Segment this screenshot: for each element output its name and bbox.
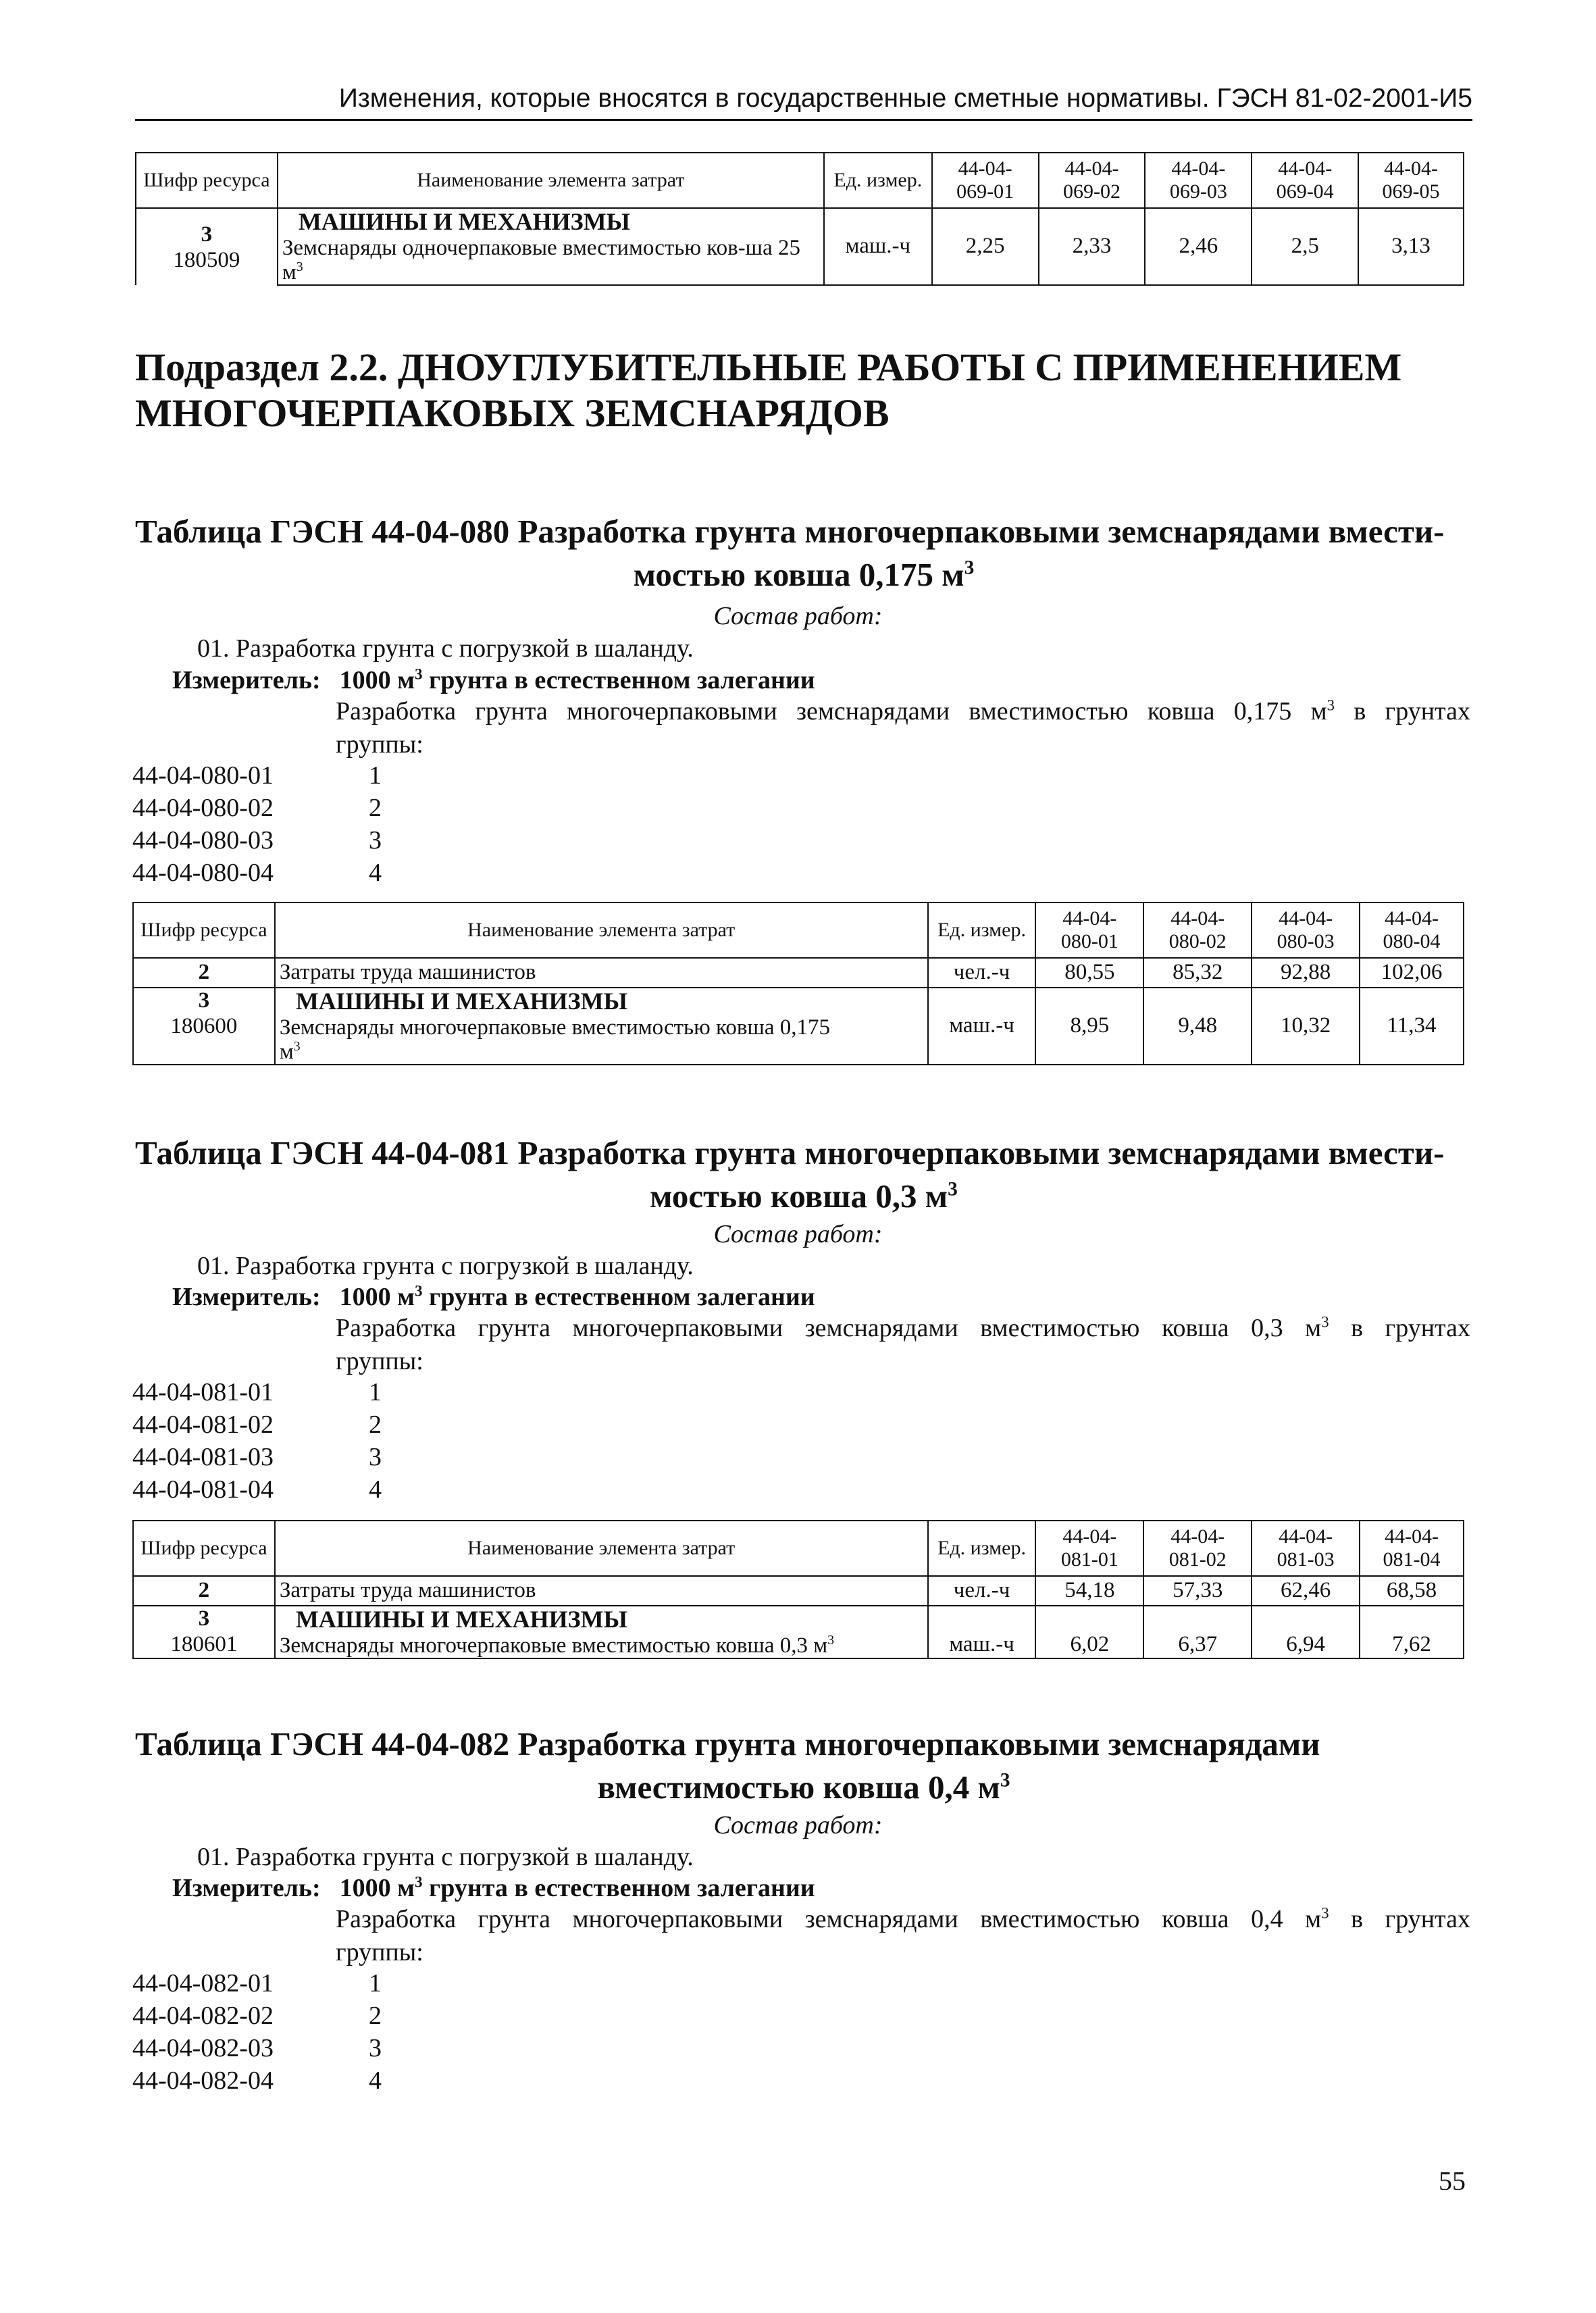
- col-header-code: 44-04- 080-02: [1143, 903, 1252, 958]
- group-number: 4: [369, 2066, 382, 2095]
- table-title-line1: Таблица ГЭСН 44-04-080 Разработка грунта многочерпаковыми земснарядами вмести-: [135, 513, 1445, 550]
- unit-cell: чел.-ч: [928, 1576, 1036, 1606]
- work-description: [336, 1313, 1470, 1376]
- operation-text: 01. Разработка грунта с погрузкой в шаланду.: [197, 1843, 694, 1871]
- group-number: 4: [369, 1475, 382, 1504]
- value-cell: 2,25: [932, 208, 1039, 285]
- resource-name: Земснаряды многочерпаковые вместимостью ковша 0,175: [279, 1015, 830, 1040]
- group-number: 3: [369, 826, 382, 855]
- list-item: [132, 1441, 382, 1473]
- table-title-081: [135, 1132, 1472, 1217]
- code-list-080: [132, 759, 382, 889]
- list-item: [132, 857, 382, 889]
- table-title-line2: вместимостью ковша 0,4 м: [597, 1768, 1000, 1806]
- row-code-cell: [136, 208, 278, 285]
- table-header-row: [133, 1521, 1464, 1576]
- measure-line: [172, 1873, 815, 1903]
- value-cell: 8,95: [1035, 988, 1143, 1065]
- value-cell: 6,37: [1143, 1606, 1252, 1658]
- table-row: [136, 208, 1464, 285]
- table-row: [133, 1606, 1464, 1658]
- table-title-line1: Таблица ГЭСН 44-04-081 Разработка грунта многочерпаковыми земснарядами вмести-: [135, 1134, 1445, 1171]
- value-cell: 6,02: [1035, 1606, 1143, 1658]
- superscript: 3: [415, 665, 423, 683]
- norm-code: 44-04-080-04: [132, 859, 274, 887]
- value-cell: 2,46: [1145, 208, 1252, 285]
- superscript: 3: [296, 259, 303, 274]
- description-text: Разработка грунта многочерпаковыми земснарядами вместимостью ковша 0,175 м: [336, 697, 1327, 726]
- group-number: 1: [369, 761, 382, 790]
- measure-value-rest: грунта в естественном залегании: [422, 666, 815, 694]
- description-text: Разработка грунта многочерпаковыми земснарядами вместимостью ковша 0,4 м: [336, 1905, 1322, 1933]
- group-code: 3: [198, 988, 210, 1013]
- work-description: [336, 1904, 1470, 1967]
- value-cell: 92,88: [1252, 958, 1360, 988]
- value-cell: 10,32: [1252, 988, 1360, 1065]
- measure-label: Измеритель:: [172, 1283, 321, 1311]
- col-header-code: 44-04- 069-03: [1145, 153, 1252, 208]
- col-header-code: 44-04- 081-04: [1360, 1521, 1464, 1576]
- value-cell: 3,13: [1358, 208, 1464, 285]
- col-header-name: Наименование элемента затрат: [278, 153, 824, 208]
- group-number: 4: [369, 859, 382, 887]
- col-header-unit: Ед. измер.: [824, 153, 932, 208]
- list-item: [132, 2064, 382, 2097]
- table-row: [133, 988, 1464, 1065]
- description-text-rest: в грунтах: [1329, 1905, 1470, 1933]
- col-header-unit: Ед. измер.: [928, 1521, 1036, 1576]
- value-cell: 2,5: [1252, 208, 1358, 285]
- page-number: 55: [1439, 2166, 1466, 2196]
- value-cell: 102,06: [1360, 958, 1464, 988]
- table-title-line2: мостью ковша 0,175 м: [633, 555, 964, 593]
- resource-name: Затраты труда машинистов: [275, 958, 928, 988]
- operation-text: 01. Разработка грунта с погрузкой в шаланду.: [197, 634, 694, 663]
- row-code-cell: [133, 988, 275, 1065]
- group-code: 3: [201, 222, 213, 247]
- code-list-082: [132, 1967, 382, 2097]
- value-cell: 54,18: [1035, 1576, 1143, 1606]
- measure-label: Измеритель:: [172, 1874, 321, 1902]
- sostav-label: Состав работ:: [713, 1220, 883, 1248]
- list-item: [132, 2000, 382, 2032]
- subsection-line2: МНОГОЧЕРПАКОВЫХ ЗЕМСНАРЯДОВ: [135, 391, 890, 436]
- list-item: [132, 792, 382, 824]
- table-header-row: [136, 153, 1464, 208]
- table-title-line1: Таблица ГЭСН 44-04-082 Разработка грунта многочерпаковыми земснарядами: [135, 1725, 1320, 1762]
- superscript: 3: [1321, 1904, 1329, 1922]
- col-header-shifr: Шифр ресурса: [136, 153, 278, 208]
- measure-value-rest: грунта в естественном залегании: [422, 1874, 815, 1902]
- norm-code: 44-04-081-04: [132, 1475, 274, 1504]
- list-item: [132, 824, 382, 857]
- measure-line: [172, 665, 815, 695]
- group-number: 3: [369, 2034, 382, 2062]
- table-header-row: [133, 903, 1464, 958]
- list-item: [132, 2032, 382, 2064]
- operation-text: 01. Разработка грунта с погрузкой в шаланду.: [197, 1252, 694, 1280]
- value-cell: 7,62: [1360, 1606, 1464, 1658]
- superscript: 3: [1321, 1313, 1329, 1331]
- col-header-code: 44-04- 069-05: [1358, 153, 1464, 208]
- measure-label: Измеритель:: [172, 666, 321, 694]
- list-item: [132, 1376, 382, 1408]
- row-name-cell: [275, 988, 928, 1065]
- superscript: 3: [1000, 1769, 1010, 1791]
- col-header-unit: Ед. измер.: [928, 903, 1036, 958]
- col-header-code: 44-04- 080-03: [1252, 903, 1360, 958]
- group-name: МАШИНЫ И МЕХАНИЗМЫ: [298, 208, 630, 235]
- value-cell: 85,32: [1143, 958, 1252, 988]
- value-cell: 11,34: [1360, 988, 1464, 1065]
- col-header-code: 44-04- 081-02: [1143, 1521, 1252, 1576]
- groups-label: группы:: [336, 1347, 423, 1375]
- groups-label: группы:: [336, 730, 423, 759]
- value-cell: 6,94: [1252, 1606, 1360, 1658]
- table-row: [133, 1576, 1464, 1606]
- value-cell: 80,55: [1035, 958, 1143, 988]
- group-name: МАШИНЫ И МЕХАНИЗМЫ: [295, 1606, 627, 1633]
- list-item: [132, 759, 382, 792]
- table-44-04-080: [132, 902, 1464, 1065]
- value-cell: 68,58: [1360, 1576, 1464, 1606]
- norm-code: 44-04-081-01: [132, 1378, 274, 1406]
- col-header-shifr: Шифр ресурса: [133, 903, 275, 958]
- resource-name: Земснаряды многочерпаковые вместимостью ковша 0,3 м: [279, 1633, 828, 1658]
- table-row: [133, 958, 1464, 988]
- norm-code: 44-04-082-01: [132, 1969, 274, 1998]
- value-cell: 2,33: [1039, 208, 1145, 285]
- col-header-name: Наименование элемента затрат: [275, 903, 928, 958]
- row-code-cell: [133, 1606, 275, 1658]
- norm-code: 44-04-082-02: [132, 2002, 274, 2030]
- norm-code: 44-04-080-02: [132, 794, 274, 822]
- col-header-code: 44-04- 069-02: [1039, 153, 1145, 208]
- table-title-line2: мостью ковша 0,3 м: [650, 1177, 948, 1215]
- sostav-label: Состав работ:: [713, 602, 883, 630]
- group-number: 2: [369, 2002, 382, 2030]
- col-header-code: 44-04- 081-03: [1252, 1521, 1360, 1576]
- sostav-label: Состав работ:: [713, 1811, 883, 1839]
- superscript: 3: [827, 1632, 835, 1648]
- description-text-rest: в грунтах: [1335, 697, 1470, 726]
- resource-code: 180509: [173, 247, 240, 272]
- group-number: 3: [369, 1443, 382, 1471]
- resource-code: 2: [133, 1576, 275, 1606]
- superscript: 3: [415, 1873, 423, 1891]
- list-item: [132, 1473, 382, 1506]
- work-description: [336, 696, 1470, 759]
- norm-code: 44-04-080-03: [132, 826, 274, 855]
- unit-cell: маш.-ч: [824, 208, 932, 285]
- norm-code: 44-04-081-03: [132, 1443, 274, 1471]
- col-header-code: 44-04- 081-01: [1035, 1521, 1143, 1576]
- norm-code: 44-04-082-04: [132, 2066, 274, 2095]
- measure-value: 1000 м: [339, 1283, 415, 1311]
- col-header-code: 44-04- 080-04: [1360, 903, 1464, 958]
- group-number: 1: [369, 1969, 382, 1998]
- value-cell: 57,33: [1143, 1576, 1252, 1606]
- col-header-shifr: Шифр ресурса: [133, 1521, 275, 1576]
- superscript: 3: [1327, 696, 1335, 714]
- resource-name: Земснаряды одночерпаковые вместимостью ков-ша 25 м: [282, 235, 800, 284]
- norm-code: 44-04-080-01: [132, 761, 274, 790]
- superscript: 3: [964, 557, 975, 579]
- running-header: Изменения, которые вносятся в государственные сметные нормативы. ГЭСН 81-02-2001-И5: [338, 84, 1472, 113]
- header-rule: [135, 119, 1472, 121]
- list-item: [132, 1967, 382, 2000]
- measure-line: [172, 1282, 815, 1312]
- table-title-080: [135, 510, 1472, 596]
- col-header-code: 44-04- 069-01: [932, 153, 1039, 208]
- groups-label: группы:: [336, 1938, 423, 1966]
- unit-cell: маш.-ч: [928, 988, 1036, 1065]
- group-number: 2: [369, 1410, 382, 1439]
- subsection-line1: Подраздел 2.2. ДНОУГЛУБИТЕЛЬНЫЕ РАБОТЫ С ПРИМЕНЕНИЕМ: [135, 345, 1402, 389]
- superscript: 3: [948, 1178, 958, 1200]
- description-text: Разработка грунта многочерпаковыми земснарядами вместимостью ковша 0,3 м: [336, 1314, 1322, 1342]
- subsection-heading: [135, 345, 1459, 437]
- resource-code: 180600: [170, 1013, 238, 1038]
- table-title-082: [135, 1723, 1472, 1808]
- group-name: МАШИНЫ И МЕХАНИЗМЫ: [295, 988, 627, 1015]
- resource-name-cont: м: [279, 1039, 294, 1064]
- value-cell: 62,46: [1252, 1576, 1360, 1606]
- description-text-rest: в грунтах: [1329, 1314, 1470, 1342]
- superscript: 3: [415, 1282, 423, 1300]
- norm-code: 44-04-081-02: [132, 1410, 274, 1439]
- group-number: 1: [369, 1378, 382, 1406]
- code-list-081: [132, 1376, 382, 1506]
- row-name-cell: [278, 208, 824, 285]
- measure-value: 1000 м: [339, 666, 415, 694]
- resource-code: 180601: [170, 1631, 238, 1656]
- col-header-code: 44-04- 069-04: [1252, 153, 1358, 208]
- col-header-code: 44-04- 080-01: [1035, 903, 1143, 958]
- unit-cell: чел.-ч: [928, 958, 1036, 988]
- resource-code: 2: [133, 958, 275, 988]
- superscript: 3: [293, 1038, 301, 1054]
- list-item: [132, 1408, 382, 1441]
- col-header-name: Наименование элемента затрат: [275, 1521, 928, 1576]
- table-44-04-081: [132, 1520, 1464, 1659]
- table-44-04-069: [135, 152, 1464, 286]
- group-code: 3: [198, 1606, 210, 1631]
- row-name-cell: [275, 1606, 928, 1658]
- measure-value: 1000 м: [339, 1874, 415, 1902]
- value-cell: 9,48: [1143, 988, 1252, 1065]
- group-number: 2: [369, 794, 382, 822]
- norm-code: 44-04-082-03: [132, 2034, 274, 2062]
- resource-name: Затраты труда машинистов: [275, 1576, 928, 1606]
- measure-value-rest: грунта в естественном залегании: [422, 1283, 815, 1311]
- unit-cell: маш.-ч: [928, 1606, 1036, 1658]
